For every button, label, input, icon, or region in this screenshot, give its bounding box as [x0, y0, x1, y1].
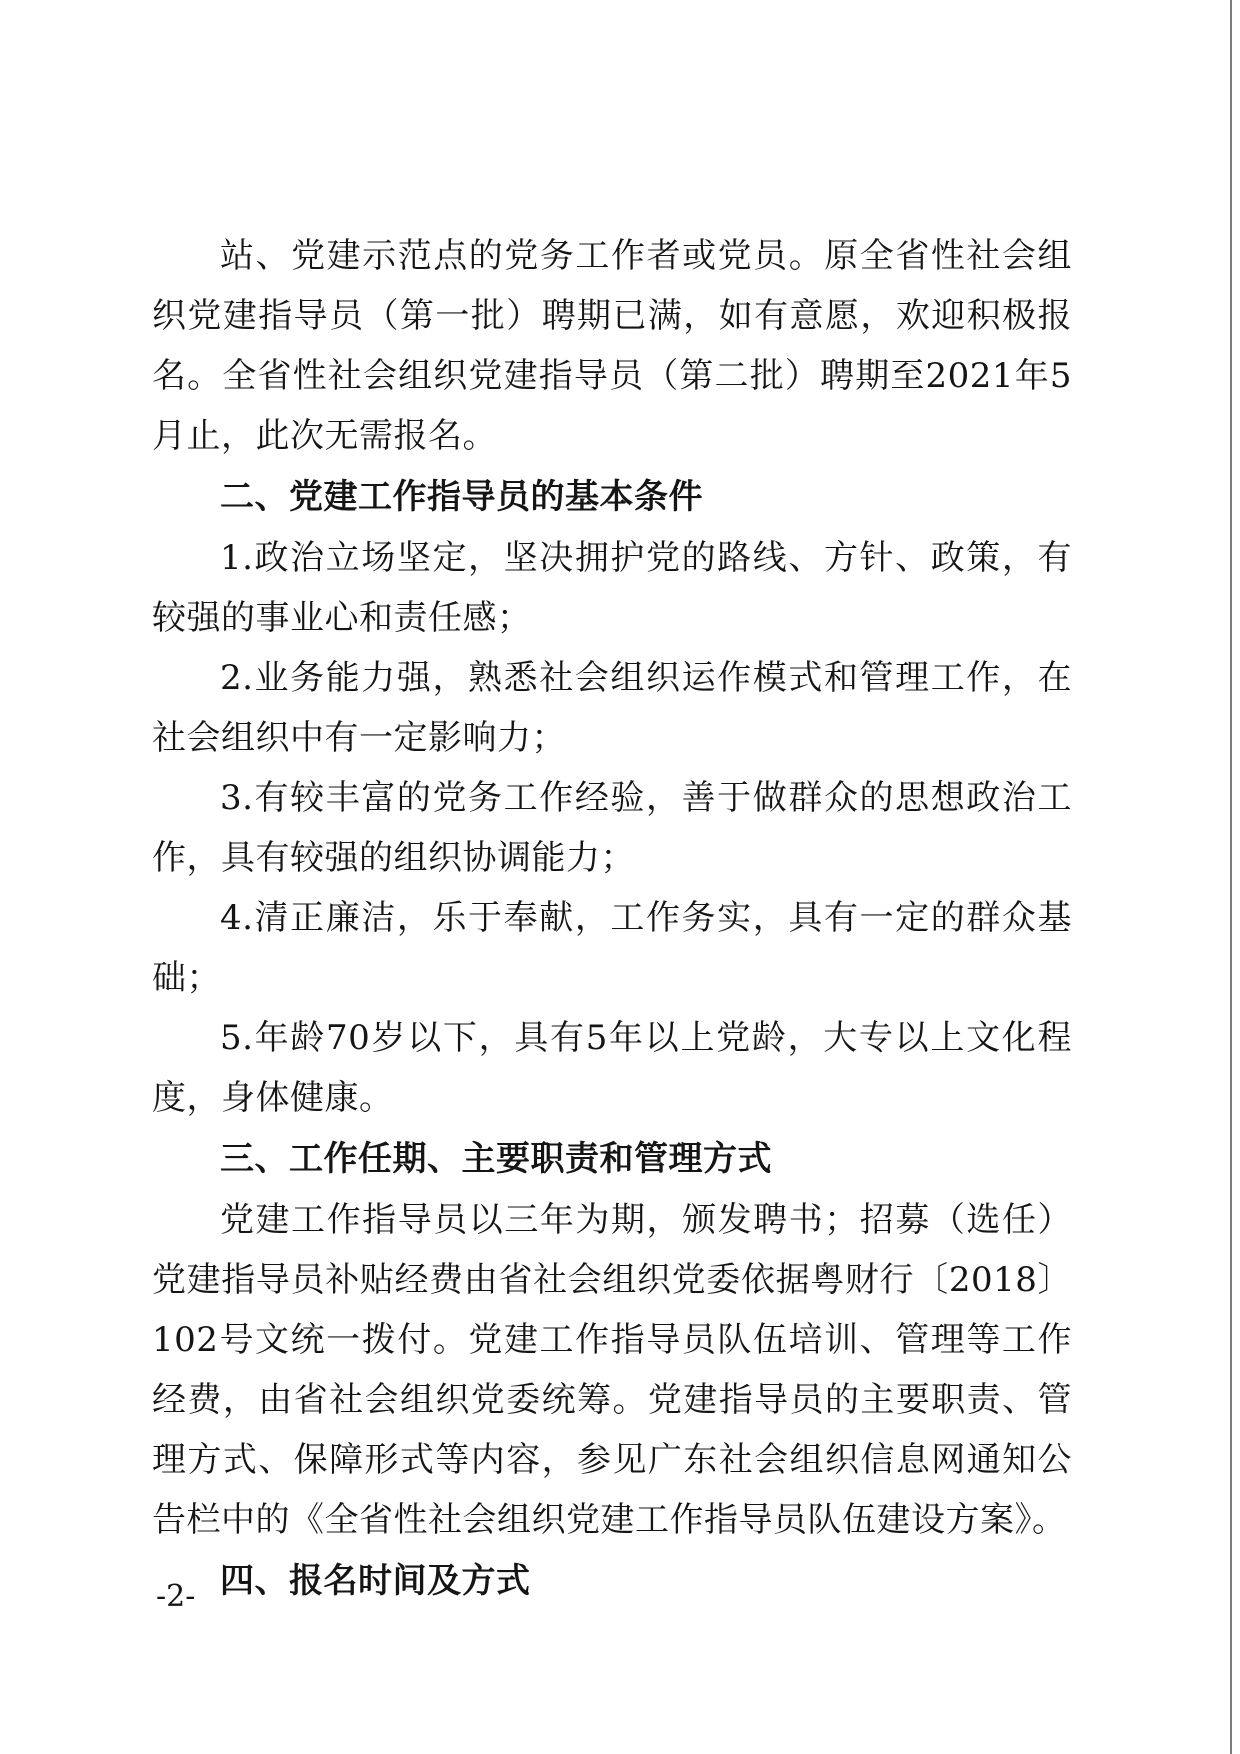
- section-heading-term-duties: 三、工作任期、主要职责和管理方式: [220, 1139, 772, 1179]
- condition-item-4: 4.清正廉洁，乐于奉献，工作务实，具有一定的群众基础；: [152, 898, 1072, 998]
- intro-paragraph: 站、党建示范点的党务工作者或党员。原全省性社会组织党建指导员（第一批）聘期已满，如有意愿，欢迎积极报名。全省性社会组织党建指导员（第二批）聘期至2021年5月止，此次无需报名。: [152, 236, 1072, 456]
- term-duties-paragraph: 党建工作指导员以三年为期，颁发聘书；招募（选任）党建指导员补贴经费由省社会组织党委依据粤财行〔2018〕102号文统一拨付。党建工作指导员队伍培训、管理等工作经费，由省社会组织党委统筹。党建指导员的主要职责、管理方式、保障形式等内容，参见广东社会组织信息网通知公告栏中的《全省性社会组织党建工作指导员队伍建设方案》。: [152, 1200, 1072, 1540]
- page-number: -2-: [156, 1579, 196, 1614]
- condition-item-1: 1.政治立场坚定，坚决拥护党的路线、方针、政策，有较强的事业心和责任感；: [152, 538, 1072, 638]
- condition-item-3: 3.有较丰富的党务工作经验，善于做群众的思想政治工作，具有较强的组织协调能力；: [152, 778, 1072, 878]
- section-heading-basic-conditions: 二、党建工作指导员的基本条件: [220, 477, 703, 517]
- section-heading-registration: 四、报名时间及方式: [220, 1561, 531, 1601]
- document-body: [152, 226, 1072, 1612]
- condition-item-5: 5.年龄70岁以下，具有5年以上党龄，大专以上文化程度，身体健康。: [152, 1018, 1072, 1118]
- page-edge-line: [1230, 0, 1232, 1754]
- condition-item-2: 2.业务能力强，熟悉社会组织运作模式和管理工作，在社会组织中有一定影响力；: [152, 658, 1072, 758]
